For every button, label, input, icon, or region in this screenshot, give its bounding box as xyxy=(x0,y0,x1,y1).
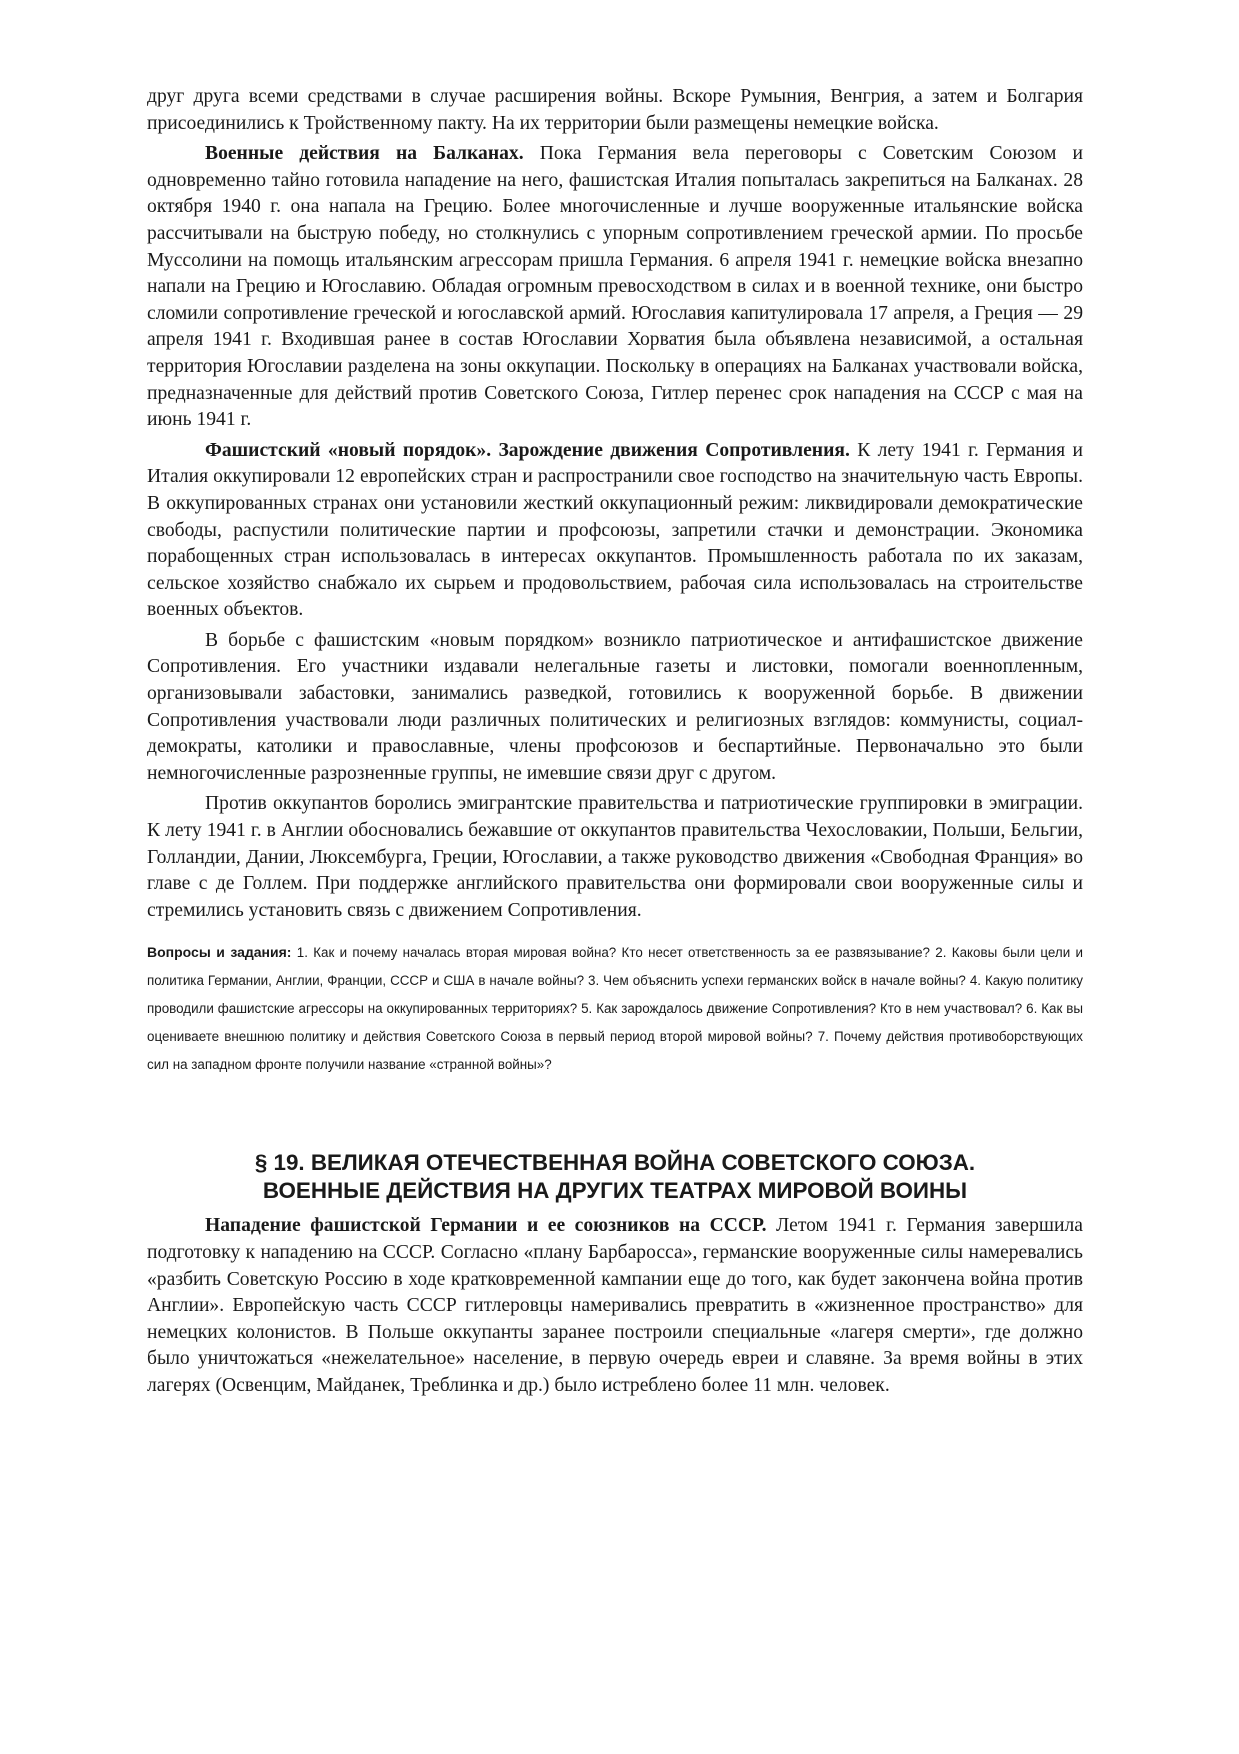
section-title xyxy=(147,1149,1083,1205)
paragraph-heading: Нападение фашистской Германии и ее союзников на СССР. xyxy=(205,1215,767,1237)
paragraph-text: Пока Германия вела переговоры с Советским Союзом и одновременно тайно готовила нападение на него, фашистская Италия попыталась закрепиться на Балканах. 28 октября 1940 г. она напала на Грецию. Более многочисленные и лучше вооруженные итальянские войска рассчитывали на быструю победу, но столкнулись с упорным сопротивлением греческой армии. По просьбе Муссолини на помощь итальянским агрессорам пришла Германия. 6 апреля 1941 г. немецкие войска внезапно напали на Грецию и Югославию. Обладая огромным превосходством в силах и в военной технике, они быстро сломили сопротивление греческой и югославской армий. Югославия капитулировала 17 апреля, а Греция — 29 апреля 1941 г. Входившая ранее в состав Югославии Хорватия была объявлена независимой, а остальная территория Югославии разделена на зоны оккупации. Поскольку в операциях на Балканах участвовали войска, предназначенные для действий против Советского Союза, Гитлер перенес срок нападения на СССР с мая на июнь 1941 г. xyxy=(147,143,1083,431)
paragraph-attack-ussr xyxy=(147,1213,1083,1399)
paragraph-intro xyxy=(147,84,1083,137)
document-page xyxy=(147,84,1083,1404)
paragraph-text: К лету 1941 г. Германия и Италия оккупировали 12 европейских стран и распространили свое господство на значительную часть Европы. В оккупированных странах они установили жесткий оккупационный режим: ликвидировали демократические свободы, распустили политические партии и профсоюзы, запретили стачки и демонстрации. Экономика порабощенных стран использовалась в интересах оккупантов. Промышленность работала по их заказам, сельское хозяйство снабжало их сырьем и продовольствием, рабочая сила использовалась на строительстве военных объектов. xyxy=(147,439,1083,621)
paragraph-text: В борьбе с фашистским «новым порядком» возникло патриотическое и антифашистское движение Сопротивления. Его участники издавали нелегальные газеты и листовки, помогали военнопленным, организовывали забастовки, занимались разведкой, готовились к вооруженной борьбе. В движении Сопротивления участвовали люди различных политических и религиозных взглядов: коммунисты, социал-демократы, католики и православные, члены профсоюзов и беспартийные. Первоначально это были немногочисленные разрозненные группы, не имевшие связи друг с другом. xyxy=(147,629,1083,784)
paragraph-balkans xyxy=(147,141,1083,434)
paragraph-text: Против оккупантов боролись эмигрантские правительства и патриотические группировки в эмиграции. К лету 1941 г. в Англии обосновались бежавшие от оккупантов правительства Чехословакии, Польши, Бельгии, Голландии, Дании, Люксембурга, Греции, Югославии, а также руководство движения «Свободная Франция» во главе с де Голлем. При поддержке английского правительства они формировали свои вооруженные силы и стремились установить связь с движением Сопротивления. xyxy=(147,793,1083,921)
paragraph-text: друг друга всеми средствами в случае расширения войны. Вскоре Румыния, Венгрия, а затем и Болгария присоединились к Тройственному пакту. На их территории были размещены немецкие войска. xyxy=(147,86,1083,134)
section-title-line-1: § 19. ВЕЛИКАЯ ОТЕЧЕСТВЕННАЯ ВОЙНА СОВЕТСКОГО СОЮЗА. xyxy=(254,1150,976,1176)
section-title-line-2: ВОЕННЫЕ ДЕЙСТВИЯ НА ДРУГИХ ТЕАТРАХ МИРОВОЙ ВОИНЫ xyxy=(262,1178,968,1204)
paragraph-resistance xyxy=(147,628,1083,788)
paragraph-new-order xyxy=(147,438,1083,624)
questions-label: Вопросы и задания: xyxy=(147,944,292,961)
paragraph-heading: Фашистский «новый порядок». Зарождение движения Сопротивления. xyxy=(205,439,850,461)
paragraph-heading: Военные действия на Балканах. xyxy=(205,143,524,165)
questions-block xyxy=(147,938,1083,1079)
questions-text: 1. Как и почему началась вторая мировая война? Кто несет ответственность за ее развязывание? 2. Каковы были цели и политика Германии, Англии, Франции, СССР и США в начале войны? 3. Чем объяснить успехи германских войск в начале войны? 4. Какую политику проводили фашистские агрессоры на оккупированных территориях? 5. Как зарождалось движение Сопротивления? Кто в нем участвовал? 6. Как вы оцениваете внешнюю политику и действия Советского Союза в первый период второй мировой войны? 7. Почему действия противоборствующих сил на западном фронте получили название «странной войны»? xyxy=(147,945,1083,1073)
paragraph-emigrant-governments xyxy=(147,791,1083,924)
paragraph-text: Летом 1941 г. Германия завершила подготовку к нападению на СССР. Согласно «плану Барбаросса», германские вооруженные силы намеревались «разбить Советскую Россию в ходе кратковременной кампании еще до того, как будет закончена война против Англии». Европейскую часть СССР гитлеровцы намеривались превратить в «жизненное пространство» для немецких колонистов. В Польше оккупанты заранее построили специальные «лагеря смерти», где должно было уничтожаться «нежелательное» население, в первую очередь евреи и славяне. За время войны в этих лагерях (Освенцим, Майданек, Треблинка и др.) было истреблено более 11 млн. человек. xyxy=(147,1215,1083,1396)
